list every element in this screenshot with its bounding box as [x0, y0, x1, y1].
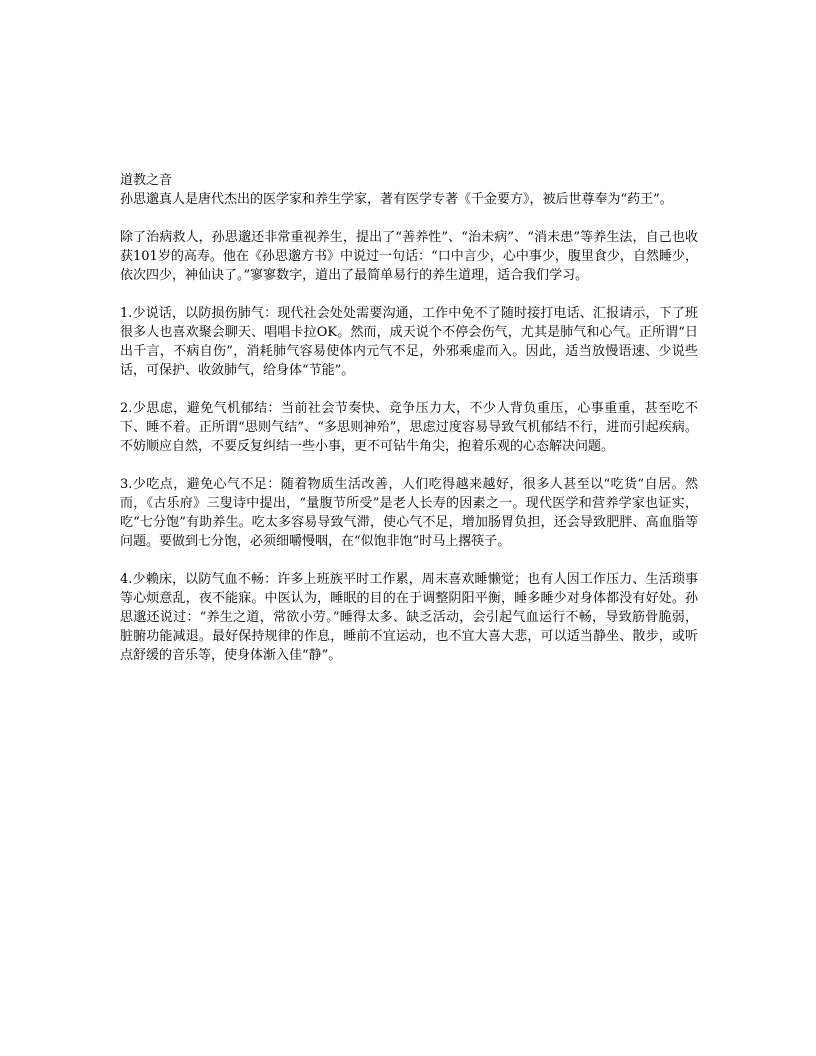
document-title: 道教之音 — [120, 173, 173, 188]
paragraph-speak-less: 1.少说话，以防损伤肺气：现代社会处处需要沟通，工作中免不了随时接打电话、汇报请示，下了班很多人也喜欢聚会聊天、唱唱卡拉OK。然而，成天说个不停会伤气，尤其是肺气和心气。正所谓“日出千言，不病自伤”，消耗肺气容易使体内元气不足，外邪乘虚而入。因此，适当放慢语速、少说些话，可保护、收敛肺气，给身体“节能”。 — [120, 306, 698, 378]
paragraph-sleep-less: 4.少赖床，以防气血不畅：许多上班族平时工作累，周末喜欢睡懒觉；也有人因工作压力、生活琐事等心烦意乱，夜不能寐。中医认为，睡眠的目的在于调整阴阳平衡，睡多睡少对身体都没有好处。孙思邈还说过：“养生之道，常欲小劳。”睡得太多、缺乏活动，会引起气血运行不畅，导致筋骨脆弱，脏腑功能减退。最好保持规律的作息，睡前不宜运动，也不宜大喜大悲，可以适当静坐、散步，或听点舒缓的音乐等，使身体渐入佳“静”。 — [120, 572, 698, 663]
document-page — [120, 171, 698, 684]
paragraph-eat-less: 3.少吃点，避免心气不足：随着物质生活改善，人们吃得越来越好，很多人甚至以“吃货”自居。然而，《古乐府》三叟诗中提出，“量腹节所受”是老人长寿的因素之一。现代医学和营养学家也证实，吃“七分饱”有助养生。吃太多容易导致气滞，使心气不足，增加肠胃负担，还会导致肥胖、高血脂等问题。要做到七分饱，必须细嚼慢咽，在“似饱非饱”时马上撂筷子。 — [120, 477, 698, 549]
paragraph-overview: 除了治病救人，孙思邈还非常重视养生，提出了“善养性”、“治未病”、“消未患”等养生法，自己也收获101岁的高寿。他在《孙思邈方书》中说过一句话：“口中言少，心中事少，腹里食少，自然睡少，依次四少，神仙诀了。”寥寥数字，道出了最简单易行的养生道理，适合我们学习。 — [120, 230, 698, 283]
paragraph-think-less: 2.少思虑，避免气机郁结：当前社会节奏快、竞争压力大，不少人背负重压，心事重重，甚至吃不下、睡不着。正所谓“思则气结”、“多思则神殆”，思虑过度容易导致气机郁结不行，进而引起疾病。不妨顺应自然，不要反复纠结一些小事，更不可钻牛角尖，抱着乐观的心态解决问题。 — [120, 401, 698, 454]
paragraph-intro: 孙思邈真人是唐代杰出的医学家和养生学家，著有医学专著《千金要方》，被后世尊奉为“药王”。 — [120, 192, 673, 207]
